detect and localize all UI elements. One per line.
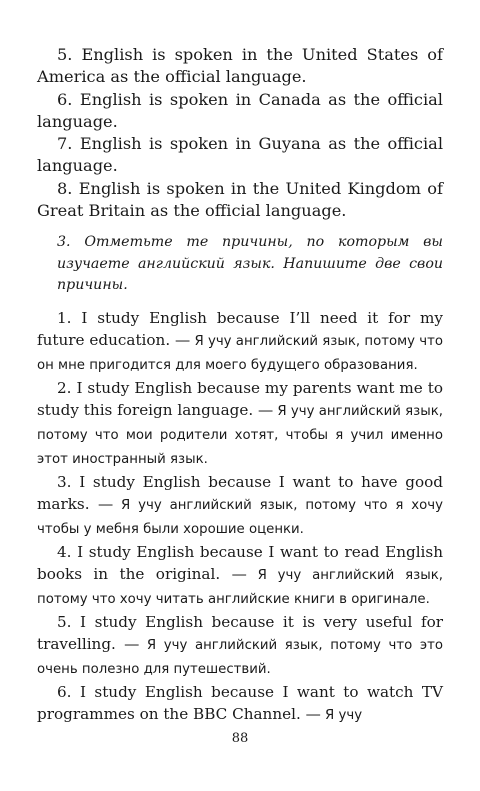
- page-content: [37, 44, 443, 727]
- answer-4-en: 4. I study English because I want to read English books in the original. —: [37, 542, 443, 583]
- statement-5: 5. English is spoken in the United States of America as the official language.: [37, 45, 443, 87]
- answer-5-en: 5. I study English because it is very useful for travelling. —: [37, 612, 443, 653]
- answer-3-en: 3. I study English because I want to have good marks. —: [37, 472, 443, 513]
- answer-1-ru: Я учу английский язык, потому что он мне пригодится для моего будущего образования.: [37, 333, 443, 373]
- answer-6: [37, 681, 443, 727]
- statement-8: 8. English is spoken in the United Kingdom of Great Britain as the official language.: [37, 178, 443, 221]
- answer-1: [37, 307, 443, 377]
- answer-2-en: 2. I study English because my parents want me to study this foreign language. —: [37, 378, 443, 419]
- answer-3: [37, 471, 443, 541]
- answer-3-ru: Я учу английский язык, потому что я хочу чтобы у мебня были хорошие оценки.: [37, 497, 443, 537]
- answer-2: [37, 377, 443, 471]
- answer-1-en: 1. I study English because I’ll need it for my future education. —: [37, 308, 443, 349]
- statement-6: 6. English is spoken in Canada as the official language.: [37, 89, 443, 131]
- answer-4: [37, 541, 443, 611]
- answer-5-ru: Я учу английский язык, потому что это очень полезно для путешествий.: [37, 637, 443, 677]
- statement-7: 7. English is spoken in Guyana as the official language.: [37, 134, 443, 176]
- answer-2-ru: Я учу английский язык, потому что мои родители хотят, чтобы я учил именно этот иностранный язык.: [37, 403, 443, 467]
- task-heading: 3. Отметьте те причины, по которым вы изучаете английский язык. Напишите две свои причины.: [57, 234, 443, 294]
- answer-6-ru: Я учу: [320, 707, 363, 723]
- answer-5: [37, 611, 443, 681]
- page-number: 88: [231, 731, 249, 746]
- answer-6-en: 6. I study English because I want to watch TV programmes on the BBC Channel. —: [37, 682, 443, 723]
- answer-4-ru: Я учу английский язык, потому что хочу читать английские книги в оригинале.: [37, 567, 443, 607]
